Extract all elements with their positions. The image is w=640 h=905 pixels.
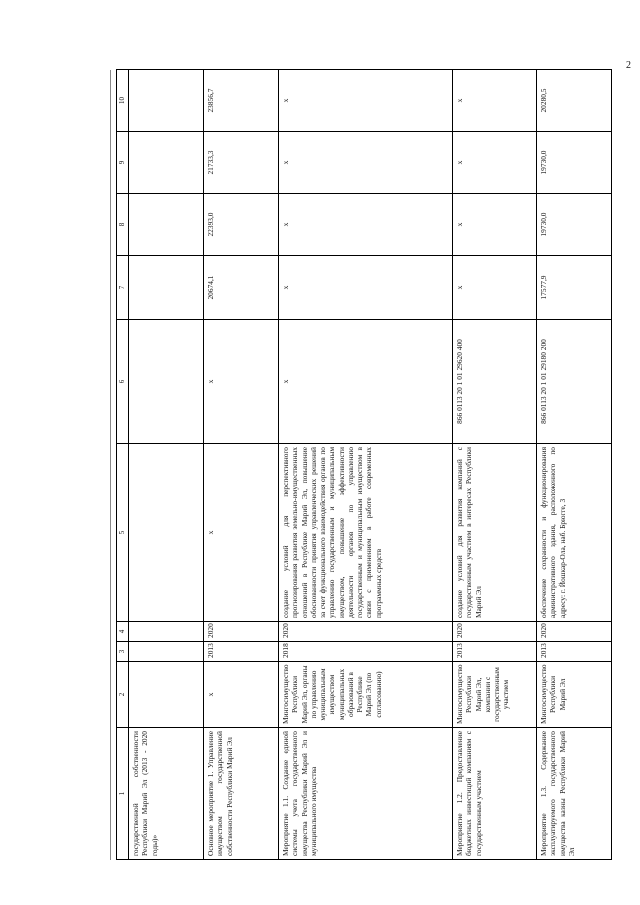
cell-start-year: 2013 xyxy=(537,642,612,662)
cell-result: обеспечение сохранности и функционирования административного здания, расположенного по адресу: г. Йошкар-Ола, наб. Брюгге, 3 xyxy=(537,444,612,622)
cell-executor: х xyxy=(204,662,279,728)
cell-value-col9: 19730,0 xyxy=(537,132,612,194)
table-row-main-activity xyxy=(204,70,279,860)
cell-executor xyxy=(129,662,204,728)
cell-value-col10 xyxy=(129,70,204,132)
cell-name: государственной собственности Республики Марий Эл (2013 - 2020 годы)» xyxy=(129,728,204,860)
cell-budget-code: 866 0113 20 1 01 29180 200 xyxy=(537,320,612,444)
table-row-activity-1-3 xyxy=(537,70,612,860)
column-header-9: 9 xyxy=(117,132,129,194)
column-header-8: 8 xyxy=(117,194,129,256)
cell-start-year: 2013 xyxy=(453,642,537,662)
column-header-2: 2 xyxy=(117,662,129,728)
column-header-4: 4 xyxy=(117,622,129,642)
cell-value-col8 xyxy=(129,194,204,256)
cell-value-col7: 20674,1 xyxy=(204,256,279,320)
cell-name: Основное мероприятие 1. Управление имуществом государственной собственности Республики Марий Эл xyxy=(204,728,279,860)
cell-value-col8: х xyxy=(453,194,537,256)
table-row-activity-1-2 xyxy=(453,70,537,860)
cell-value-col7 xyxy=(129,256,204,320)
cell-end-year: 2020 xyxy=(537,622,612,642)
column-header-7: 7 xyxy=(117,256,129,320)
cell-end-year: 2020 xyxy=(453,622,537,642)
cell-result xyxy=(129,444,204,622)
cell-executor: Мингосимущество Республики Марий Эл, органы по управлению муниципальным имуществом муниципальных образований в Республике Марий Эл (по согласованию) xyxy=(279,662,453,728)
program-activities-table xyxy=(116,69,612,860)
cell-executor: Мингосимущество Республики Марий Эл, компании с государственным участием xyxy=(453,662,537,728)
cell-budget-code xyxy=(129,320,204,444)
cell-value-col9 xyxy=(129,132,204,194)
cell-name: Мероприятие 1.2. Предоставление бюджетных инвестиций компаниям с государственным участием xyxy=(453,728,537,860)
cell-end-year: 2020 xyxy=(204,622,279,642)
cell-start-year xyxy=(129,642,204,662)
cell-start-year: 2018 xyxy=(279,642,453,662)
cell-value-col8: 19730,0 xyxy=(537,194,612,256)
cell-start-year: 2013 xyxy=(204,642,279,662)
column-header-5: 5 xyxy=(117,444,129,622)
cell-value-col8: х xyxy=(279,194,453,256)
cell-value-col7: х xyxy=(279,256,453,320)
rotated-table-sheet xyxy=(116,70,626,860)
column-header-6: 6 xyxy=(117,320,129,444)
cell-result: создание условий для развития компаний с государственным участием в интересах Республики Марий Эл xyxy=(453,444,537,622)
cell-budget-code: х xyxy=(279,320,453,444)
cell-budget-code: 866 0113 20 1 01 29620 400 xyxy=(453,320,537,444)
column-header-3: 3 xyxy=(117,642,129,662)
cell-result: х xyxy=(204,444,279,622)
cell-value-col8: 22393,0 xyxy=(204,194,279,256)
cell-value-col9: 21733,3 xyxy=(204,132,279,194)
cell-value-col10: х xyxy=(279,70,453,132)
table-row-subprogram xyxy=(129,70,204,860)
page-number: 2 xyxy=(626,60,631,71)
cell-value-col7: 17577,9 xyxy=(537,256,612,320)
cell-value-col10: х xyxy=(453,70,537,132)
cell-value-col9: х xyxy=(279,132,453,194)
cell-name: Мероприятие 1.1. Создание единой системы учета государственного имущества Республики Марий Эл и муниципального имущества xyxy=(279,728,453,860)
cell-end-year xyxy=(129,622,204,642)
cell-value-col10: 23856,7 xyxy=(204,70,279,132)
cell-name: Мероприятие 1.3. Содержание эксплуатируемого государственного имущества казны Республики Марий Эл xyxy=(537,728,612,860)
column-header-1: 1 xyxy=(117,728,129,860)
column-header-10: 10 xyxy=(117,70,129,132)
cell-end-year: 2020 xyxy=(279,622,453,642)
column-number-row xyxy=(117,70,129,860)
cell-value-col10: 20280,5 xyxy=(537,70,612,132)
cell-budget-code: х xyxy=(204,320,279,444)
table-row-activity-1-1 xyxy=(279,70,453,860)
cell-executor: Мингосимущество Республики Марий Эл xyxy=(537,662,612,728)
top-rule xyxy=(110,70,111,860)
cell-result: создание условий для перспективного прогнозирования развития земельно-имущественных отношений в Республике Марий Эл, повышение обоснованности принятия управленческих решений за счет функционального взаимодействия органов по управлению государственным и муниципальным имуществом, повышение эффективности деятельности органов по управлению государственным и муниципальным имуществом в связи с применением в работе современных программных средств xyxy=(279,444,453,622)
cell-value-col7: х xyxy=(453,256,537,320)
cell-value-col9: х xyxy=(453,132,537,194)
